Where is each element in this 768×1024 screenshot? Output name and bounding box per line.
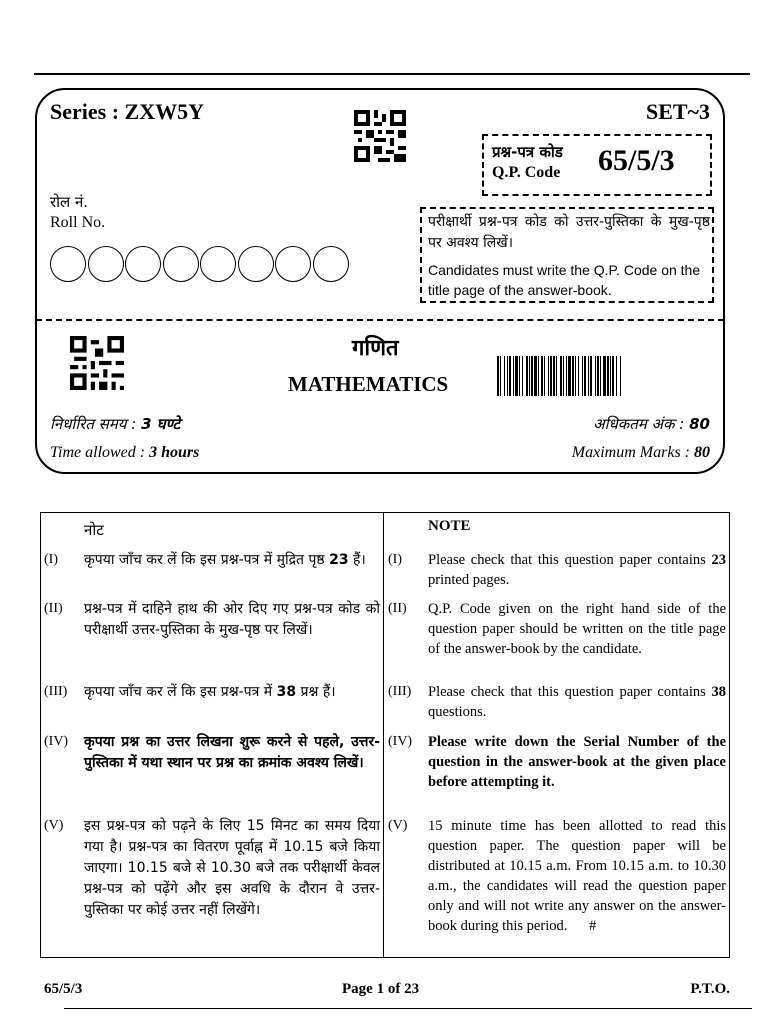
roll-number-circle[interactable] (313, 246, 349, 282)
subject-title-hi: गणित (352, 336, 399, 361)
qp-code-label-hi: प्रश्न-पत्र कोड (492, 143, 563, 161)
candidate-note-en: Candidates must write the Q.P. Code on the title page of the answer-book. (428, 262, 701, 298)
notes-column-divider (383, 512, 384, 958)
note-item-hi: कृपया जाँच कर लें कि इस प्रश्न-पत्र में मुद्रित पृष्ठ 23 हैं। (84, 552, 366, 568)
series-label: Series : ZXW5Y (50, 99, 204, 124)
set-label: SET~3 (645, 99, 710, 124)
time-allowed-hi: निर्धारित समय : 3 घण्टे (50, 415, 181, 433)
barcode-icon (497, 356, 709, 396)
note-item-en: 15 minute time has been allotted to read this question paper. The question paper will be distributed at 10.15 a.m. From 10.15 a.m. to 10.30 a.m., the candidates will read the question paper only and will not write any answer on the answer-book during this period. # (428, 818, 726, 934)
note-number-hi: (I) (44, 552, 58, 567)
note-item-en: Please check that this question paper contains 38 questions. (428, 684, 726, 720)
max-marks-en: Maximum Marks : 80 (571, 444, 710, 461)
note-number-hi: (V) (44, 818, 64, 833)
qr-code-icon (354, 110, 406, 162)
bottom-rule (64, 1008, 752, 1009)
candidate-note-hi: परीक्षार्थी प्रश्न-पत्र कोड को उत्तर-पुस्तिका के मुख-पृष्ठ पर अवश्य लिखें। (428, 214, 710, 251)
roll-number-circle[interactable] (200, 246, 236, 282)
note-number-en: (V) (388, 818, 408, 833)
note-item-en: Q.P. Code given on the right hand side of the question paper should be written on the title page of the answer-book by the candidate. (428, 601, 726, 657)
roll-label-hi: रोल नं. (50, 193, 89, 211)
roll-number-circle[interactable] (163, 246, 199, 282)
qr-code-icon (70, 336, 124, 390)
roll-number-circle[interactable] (275, 246, 311, 282)
max-marks-hi: अधिकतम अंक : 80 (593, 415, 710, 433)
note-item-hi: कृपया प्रश्न का उत्तर लिखना शुरू करने से पहले, उत्तर-पुस्तिका में यथा स्थान पर प्रश्न का क्रमांक अवश्य लिखें। (84, 734, 380, 771)
note-number-en: (IV) (388, 734, 413, 749)
note-heading-hi: नोट (84, 521, 104, 539)
note-number-hi: (IV) (44, 734, 69, 749)
note-item-hi: कृपया जाँच कर लें कि इस प्रश्न-पत्र में 38 प्रश्न हैं। (84, 684, 336, 700)
roll-number-circle[interactable] (238, 246, 274, 282)
note-item-hi: इस प्रश्न-पत्र को पढ़ने के लिए 15 मिनट का समय दिया गया है। प्रश्न-पत्र का वितरण पूर्वाह्न में 10.15 बजे किया जाएगा। 10.15 बजे से 10.30 बजे तक परीक्षार्थी केवल प्रश्न-पत्र को पढ़ेंगे और इस अवधि के दौरान वे उत्तर-पुस्तिका पर कोई उत्तर नहीं लिखेंगे। (84, 818, 380, 918)
top-rule (34, 73, 750, 75)
roll-number-circle[interactable] (50, 246, 86, 282)
hash-mark: # (588, 918, 597, 934)
roll-number-circle[interactable] (88, 246, 124, 282)
roll-number-circle[interactable] (125, 246, 161, 282)
qp-code-label-en: Q.P. Code (492, 164, 561, 181)
note-number-en: (III) (388, 684, 412, 699)
note-number-hi: (III) (44, 684, 68, 699)
note-number-en: (II) (388, 601, 407, 616)
subject-title-en: MATHEMATICS (288, 372, 449, 396)
qp-code-value: 65/5/3 (598, 144, 675, 177)
footer-page-number: Page 1 of 23 (342, 981, 420, 997)
time-allowed-en: Time allowed : 3 hours (50, 444, 200, 461)
note-number-hi: (II) (44, 601, 63, 616)
footer-code: 65/5/3 (44, 981, 83, 997)
roll-label-en: Roll No. (50, 214, 106, 231)
note-item-en: Please check that this question paper contains 23 printed pages. (428, 552, 726, 588)
dashed-divider (36, 319, 724, 321)
note-item-en: Please write down the Serial Number of the question in the answer-book at the given place before attempting it. (428, 734, 726, 790)
footer-pto: P.T.O. (690, 981, 730, 997)
note-heading-en: NOTE (428, 518, 471, 534)
note-number-en: (I) (388, 552, 402, 567)
note-item-hi: प्रश्न-पत्र में दाहिने हाथ की ओर दिए गए प्रश्न-पत्र कोड को परीक्षार्थी उत्तर-पुस्तिका के मुख-पृष्ठ पर लिखें। (84, 601, 380, 638)
barcode-bar (621, 356, 622, 396)
